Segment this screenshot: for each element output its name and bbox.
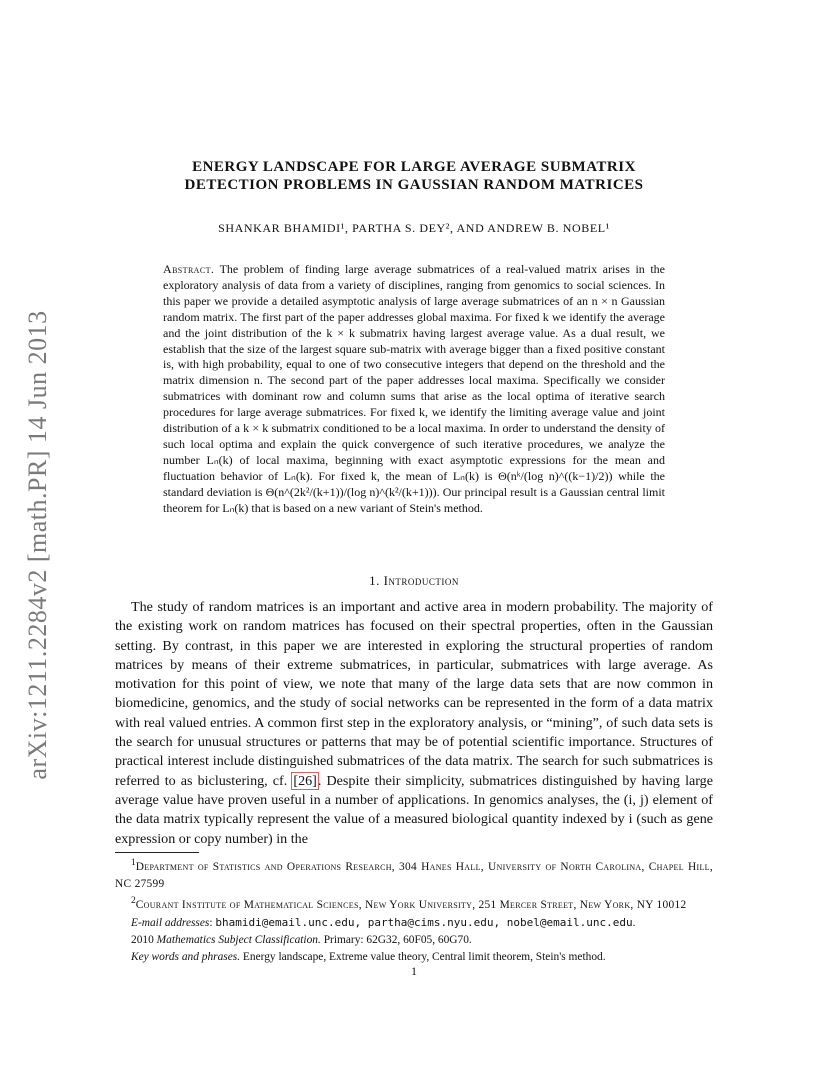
footnotes (115, 855, 713, 966)
email-end: . (632, 916, 636, 929)
title-line-2: DETECTION PROBLEMS IN GAUSSIAN RANDOM MATRICES (184, 177, 644, 193)
introduction-paragraph (115, 598, 713, 849)
citation-link[interactable]: [26] (293, 772, 317, 789)
msc-label: Mathematics Subject Classification. (156, 933, 321, 946)
affiliation-2-text: Courant Institute of Mathematical Sciences, New York University, 251 Mercer Street, New York, NY 10012 (135, 898, 687, 911)
footnote-affiliation-1 (115, 855, 713, 893)
affiliation-1-text: Department of Statistics and Operations Research, 304 Hanes Hall, University of North Carolina, Chapel Hill, NC 27599 (115, 860, 713, 890)
footnote-emails (115, 914, 713, 932)
email-label: E-mail addresses (131, 916, 210, 929)
title-line-1: ENERGY LANDSCAPE FOR LARGE AVERAGE SUBMATRIX (192, 159, 636, 175)
intro-text-part-2: . Despite their simplicity, submatrices distinguished by having large average value have proven useful in a number of applications. In genomics analyses, the (i, j) element of the data matrix typically represent the value of a measured biological quantity indexed by i (such as gene expression or copy number) in the (115, 772, 713, 847)
email-colon: : (209, 916, 216, 929)
footnote-mark-1: 1 (131, 858, 136, 868)
page-number: 1 (411, 964, 417, 978)
msc-year: 2010 (131, 933, 157, 946)
email-addresses[interactable]: bhamidi@email.unc.edu, partha@cims.nyu.edu, nobel@email.unc.edu (215, 915, 633, 929)
paper-title (130, 158, 698, 194)
arxiv-identifier: arXiv:1211.2284v2 [math.PR] 14 Jun 2013 (23, 310, 52, 780)
intro-text-part-1: The study of random matrices is an important and active area in modern probability. The majority of the existing work on random matrices has focused on their spectral properties, often in the Gaussian setting. By contrast, in this paper we are interested in exploring the structural properties of random matrices by means of their extreme submatrices, in particular, submatrices with large average. As motivation for this point of view, we note that many of the large data sets that are now common in biomedicine, genomics, and the study of social networks can be represented in the form of a data matrix with real valued entries. A common first step in the exploratory analysis, or “mining”, of such data sets is the search for unusual structures or patterns that may be of potential scientific importance. Structures of practical interest include distinguished submatrices of the data matrix. The search for such submatrices is referred to as biclustering, cf. (115, 599, 713, 789)
msc-text: Primary: 62G32, 60F05, 60G70. (320, 933, 472, 946)
abstract-label: Abstract. (163, 262, 215, 276)
section-number: 1. (369, 573, 380, 588)
section-title: Introduction (383, 573, 459, 588)
abstract-text: The problem of finding large average submatrices of a real-valued matrix arises in the exploratory analysis of data from a variety of disciplines, ranging from genomics to social sciences. In this paper we provide a detailed asymptotic analysis of large average submatrices of an n × n Gaussian random matrix. The first part of the paper addresses global maxima. For fixed k we identify the average and the joint distribution of the k × k submatrix having largest average value. As a dual result, we establish that the size of the largest square sub-matrix with average bigger than a fixed positive constant is, with high probability, equal to one of two consecutive integers that depend on the threshold and the matrix dimension n. The second part of the paper addresses local maxima. Specifically we consider submatrices with dominant row and column sums that arise as the local optima of iterative search procedures for large average submatrices. For fixed k, we identify the limiting average value and joint distribution of a k × k submatrix conditioned to be a local maxima. In order to understand the density of such local optima and explain the quick convergence of such iterative procedures, we analyze the number Lₙ(k) of local maxima, beginning with exact asymptotic expressions for the mean and fluctuation behavior of Lₙ(k). For fixed k, the mean of Lₙ(k) is Θ(nᵏ/(log n)^((k−1)/2)) while the standard deviation is Θ(n^(2k²/(k+1))/(log n)^(k²/(k+1))). Our principal result is a Gaussian central limit theorem for Lₙ(k) that is based on a new variant of Stein's method. (163, 262, 665, 515)
footnote-divider (115, 852, 199, 853)
author-list: SHANKAR BHAMIDI¹, PARTHA S. DEY², AND ANDREW B. NOBEL¹ (218, 221, 610, 235)
keywords-label: Key words and phrases. (131, 950, 241, 963)
section-heading (130, 573, 698, 589)
footnote-mark-2: 2 (131, 895, 136, 906)
footnote-msc (115, 932, 713, 949)
keywords-text: Energy landscape, Extreme value theory, Central limit theorem, Stein's method. (240, 950, 606, 963)
abstract (163, 262, 665, 517)
footnote-affiliation-2 (115, 893, 713, 914)
